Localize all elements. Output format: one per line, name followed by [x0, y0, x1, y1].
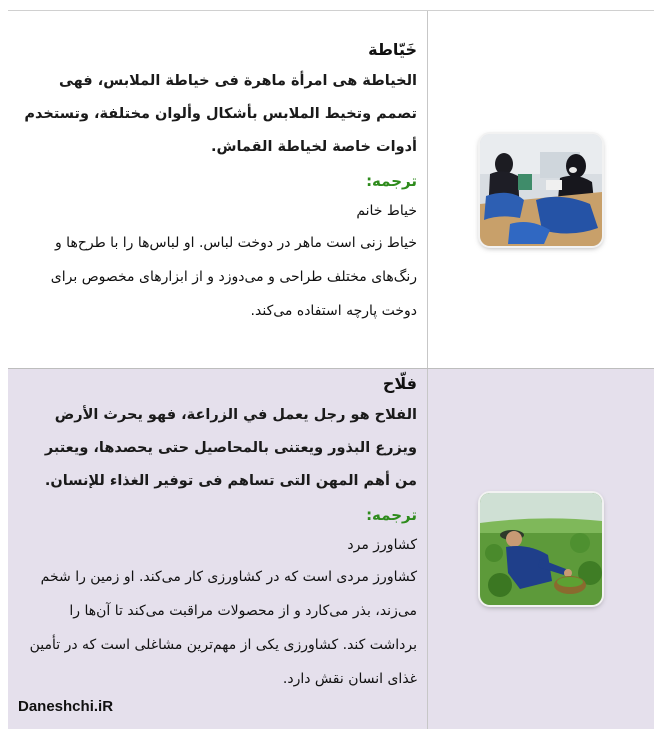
arabic-definition: الخياطة هی امرأة ماهرة فی خياطة الملابس، فهی تصمم وتخيط الملابس بأشكال وألوان مختلفة، وتستخدم أدوات خاصة لخياطة القماش.	[24, 73, 417, 155]
persian-definition: خیاط زنی است ماهر در دوخت لباس. او لباس‌ها را با طرح‌ها و رنگ‌های مختلف طراحی و می‌دوزد و از ابزارهای مخصوص برای دوخت پارچه استفاده می‌کند.	[50, 235, 417, 319]
text-cell	[8, 11, 427, 369]
text-cell	[8, 369, 427, 729]
entry-title: فلّاح	[382, 374, 417, 393]
translation-label: ترجمه:	[366, 172, 417, 190]
arabic-definition: الفلاح هو رجل يعمل في الزراعة، فهو يحرث الأرض ويزرع البذور ويعتنى بالمحاصيل حتى يحصدها، ويعتبر من أهم المهن التى تساهم فی توفير الغذاء للإنسان.	[44, 407, 417, 489]
tailors-sewing-photo	[480, 134, 602, 246]
persian-definition: کشاورز مردی است که در کشاورزی کار می‌کند. او زمین را شخم می‌زند، بذر می‌کارد و از محصولات مراقبت می‌کند تا آن‌ها را برداشت کند. کشاورزی یکی از مهم‌ترین مشاغلی است که در تأمین غذای انسان نقش دارد.	[29, 569, 417, 687]
table-row	[8, 10, 654, 369]
farmer-field-photo	[480, 493, 602, 605]
brand-watermark: Daneshchi.iR	[18, 698, 114, 715]
vocabulary-table	[8, 10, 654, 730]
table-row	[8, 368, 654, 729]
image-cell	[427, 369, 654, 729]
translation-label: ترجمه:	[366, 506, 417, 524]
image-cell	[427, 11, 654, 369]
entry-title: خَيّاطة	[368, 40, 417, 59]
persian-title: کشاورز مرد	[347, 537, 417, 553]
persian-title: خیاط خانم	[356, 203, 417, 219]
